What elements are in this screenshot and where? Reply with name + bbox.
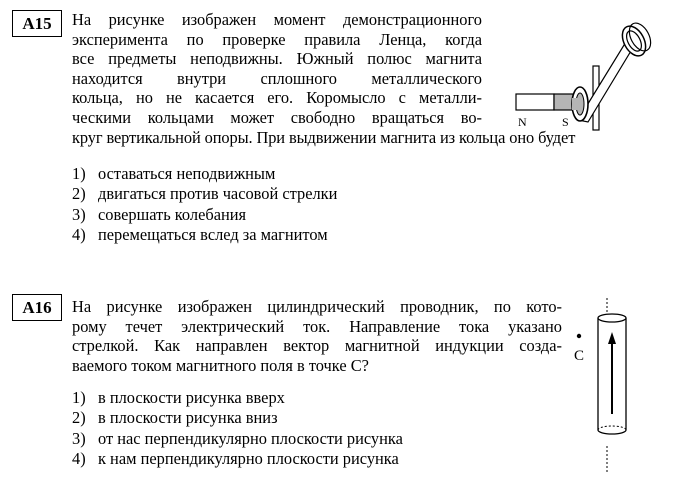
answer-option[interactable]: 2) двигаться против часовой стрелки xyxy=(72,184,338,204)
answer-option[interactable]: 3) от нас перпендикулярно плоскости рисунка xyxy=(72,428,403,448)
stem-line: стрелкой. Как направлен вектор магнитной индукции созда- xyxy=(72,336,562,356)
answer-option[interactable]: 2) в плоскости рисунка вниз xyxy=(72,408,278,428)
question-a15-text xyxy=(72,10,576,147)
point-c-label: С xyxy=(574,348,585,364)
question-number-a16: A16 xyxy=(12,294,62,321)
stem-line: кольца, но не касается его. Коромысло с металли- xyxy=(72,88,482,108)
point-c-dot xyxy=(577,334,581,338)
stem-line: На рисунке изображен цилиндрический проводник, по кото- xyxy=(72,297,562,316)
lenz-experiment-figure xyxy=(510,14,690,134)
answer-option[interactable]: 3) совершать колебания xyxy=(72,204,247,224)
stem-line: На рисунке изображен момент демонстрационного xyxy=(72,10,482,29)
question-number-a15: A15 xyxy=(12,10,62,37)
answer-option[interactable]: 4) к нам перпендикулярно плоскости рисунка xyxy=(72,448,399,468)
pole-s-label: S xyxy=(562,115,569,129)
answer-options-a15 xyxy=(72,164,337,245)
answer-option[interactable]: 1) в плоскости рисунка вверх xyxy=(72,388,285,407)
answer-options-a16 xyxy=(72,388,403,469)
question-a16-text xyxy=(72,297,562,375)
stem-line: ваемого током магнитного поля в точке С? xyxy=(72,355,369,375)
answer-option[interactable]: 1) оставаться неподвижным xyxy=(72,164,276,183)
stem-line: рому течет электрический ток. Направление тока указано xyxy=(72,316,562,336)
magnet-n-pole xyxy=(516,94,554,110)
stem-line: круг вертикальной опоры. При выдвижении магнита из кольца оно будет xyxy=(72,127,576,147)
current-arrow-icon xyxy=(608,332,616,344)
stem-line: все предметы неподвижны. Южный полюс магнита xyxy=(72,49,482,69)
answer-option[interactable]: 4) перемещаться вслед за магнитом xyxy=(72,224,328,244)
stem-line: эксперимента по проверке правила Ленца, когда xyxy=(72,29,482,49)
cylinder-top xyxy=(598,314,626,322)
cylinder-bottom-back xyxy=(598,426,626,430)
cylinder-conductor-figure xyxy=(570,296,650,476)
stem-line: находится внутри сплошного металлического xyxy=(72,68,482,88)
magnet-end xyxy=(572,98,578,110)
stem-line: ческими кольцами может свободно вращаться во- xyxy=(72,107,482,127)
pole-n-label: N xyxy=(518,115,527,129)
cylinder-bottom-front xyxy=(598,430,626,434)
